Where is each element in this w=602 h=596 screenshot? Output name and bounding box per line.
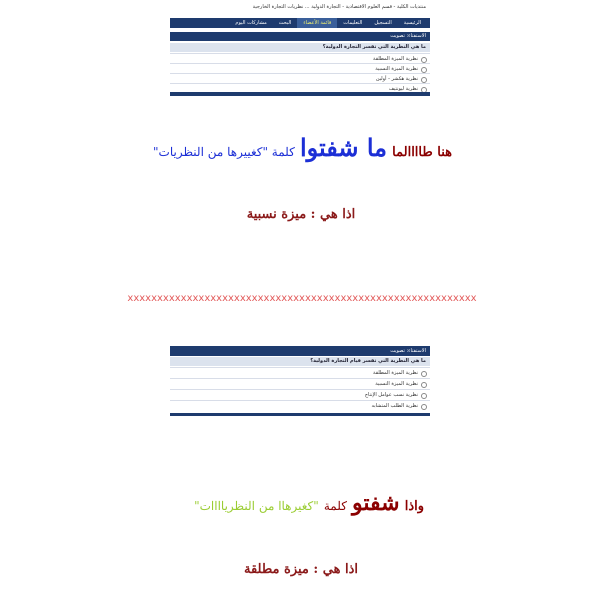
poll-option[interactable]: نظرية الطلب المتشابه — [170, 400, 430, 410]
poll-option[interactable]: نظرية الميزة المطلقة — [170, 53, 430, 63]
nav-item-help[interactable]: التعليمات — [343, 20, 363, 26]
caption-2-intro: واذا — [404, 499, 424, 514]
radio-icon[interactable] — [421, 382, 427, 388]
poll-question: ما هي النظرية التي تفسر قيام التجارة الدولية؟ — [170, 357, 430, 366]
radio-icon[interactable] — [421, 393, 427, 399]
forum-screenshot-1 — [170, 3, 430, 96]
nav-item-home[interactable]: الرئيسية — [403, 20, 421, 26]
nav-item-today[interactable]: مشاركات اليوم — [235, 20, 267, 26]
nav-item-search[interactable]: البحث — [278, 20, 292, 26]
caption-line-2 — [170, 490, 424, 516]
caption-2-emphasis: شفتو — [352, 490, 400, 516]
poll-option[interactable]: نظرية الميزة النسبية — [170, 63, 430, 73]
poll-question: ما هي النظرية التي تفسر التجارة الدولية؟ — [170, 43, 430, 52]
caption-line-1 — [100, 133, 452, 162]
poll-header: الاستفتاء: تصويت — [170, 346, 430, 356]
caption-1-quote: كلمة "كغييرها من النظريات" — [153, 145, 295, 159]
poll-option[interactable]: نظرية هكشر - أولين — [170, 73, 430, 83]
breadcrumb: منتديات الكلية - قسم العلوم الاقتصادية - التجارة الدولية ... نظريات التجارة الخارجية — [252, 4, 426, 10]
caption-1-emphasis: ما شفتوا — [299, 133, 388, 162]
poll-header: الاستفتاء: تصويت — [170, 32, 430, 41]
answer-line-2: اذا هي : ميزة مطلقة — [244, 562, 358, 577]
poll-option[interactable]: نظرية نسب عوامل الإنتاج — [170, 389, 430, 399]
caption-2-word: كلمة — [323, 499, 347, 513]
answer-line-1: اذا هي : ميزة نسبية — [246, 207, 356, 222]
caption-1-intro: هنا طاااالما — [392, 145, 452, 160]
poll-footer — [170, 92, 430, 96]
nav-item-members[interactable]: قائمة الأعضاء — [297, 18, 337, 28]
forum-navbar — [170, 18, 430, 28]
radio-icon[interactable] — [421, 371, 427, 377]
nav-item-register[interactable]: التسجيل — [374, 20, 392, 26]
poll-option[interactable]: نظرية الميزة المطلقة — [170, 367, 430, 377]
poll-option[interactable]: نظرية ليونتيف — [170, 83, 430, 93]
poll-footer — [170, 413, 430, 416]
poll-option[interactable]: نظرية الميزة النسبية — [170, 378, 430, 388]
caption-2-quote: "كغيرهاا من النظرياااات" — [194, 499, 319, 513]
radio-icon[interactable] — [421, 404, 427, 410]
x-divider: xxxxxxxxxxxxxxxxxxxxxxxxxxxxxxxxxxxxxxxxxxxxxxxxxxxxxxxxxxx — [127, 293, 477, 304]
forum-screenshot-2 — [170, 346, 430, 416]
